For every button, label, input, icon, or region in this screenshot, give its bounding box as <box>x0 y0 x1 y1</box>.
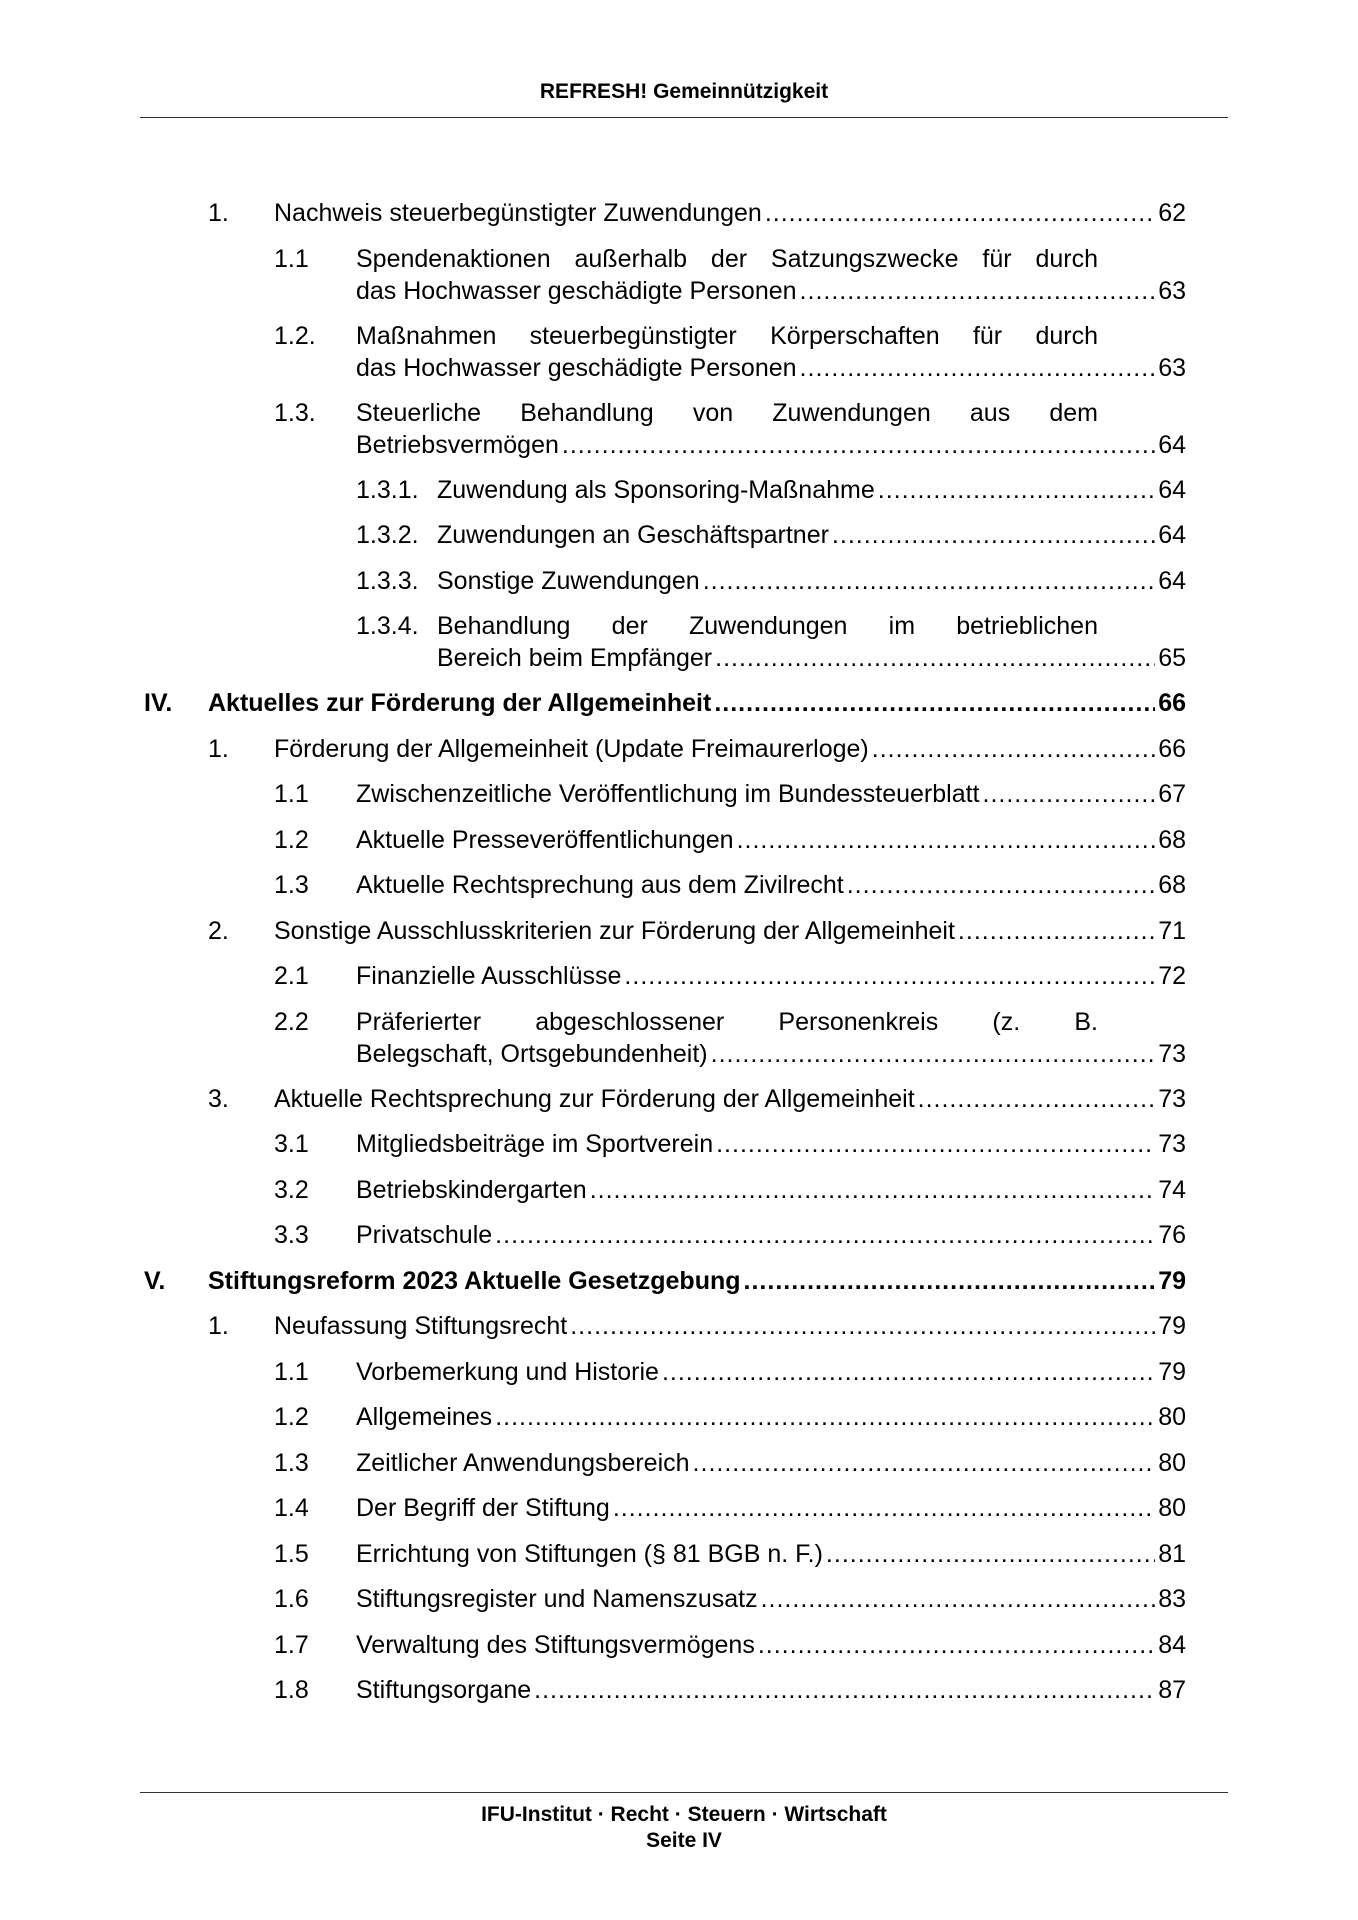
toc-entry-title: das Hochwasser geschädigte Personen <box>356 276 797 305</box>
toc-entry-number: 1.3.4. <box>356 612 419 640</box>
toc-entry-title: Aktuelle Rechtsprechung zur Förderung der Allgemeinheit <box>274 1084 915 1113</box>
toc-entry-page: 65 <box>1158 644 1186 672</box>
toc-entry-number: 1.3 <box>274 871 309 899</box>
toc-entry-title: das Hochwasser geschädigte Personen <box>356 353 797 382</box>
toc-entry-number: 3. <box>208 1084 229 1113</box>
toc-entry-title: Sonstige Ausschlusskriterien zur Förderung der Allgemeinheit <box>274 916 955 945</box>
toc-entry-title: Privatschule <box>356 1221 493 1249</box>
toc-entry-title: Betriebskindergarten <box>356 1175 587 1204</box>
toc-entry-page: 79 <box>1158 1312 1186 1340</box>
dot-leader <box>761 1583 1156 1615</box>
toc-entry-page: 64 <box>1158 566 1186 595</box>
toc-entry-title: Errichtung von Stiftungen (§ 81 BGB n. F.) <box>356 1539 823 1568</box>
toc-entry-page: 73 <box>1158 1084 1186 1113</box>
toc-entry-number: 1.1 <box>274 244 309 273</box>
toc-entry-number: 1.3. <box>274 398 316 427</box>
toc-entry-title: Aktuelle Rechtsprechung aus dem Zivilrecht <box>356 871 844 899</box>
toc-entry-title: Der Begriff der Stiftung <box>356 1494 610 1522</box>
toc-entry-page: 80 <box>1158 1448 1186 1477</box>
toc-entry-page: 81 <box>1158 1539 1186 1568</box>
toc-entry-number: 2. <box>208 916 229 945</box>
toc-entry-number: 3.1 <box>274 1130 309 1158</box>
toc-entry-number: 1.1 <box>274 1357 309 1386</box>
toc-entry-page: 66 <box>1158 734 1186 763</box>
dot-leader <box>693 1447 1156 1479</box>
toc-entry-number: 1.3.2. <box>356 521 419 549</box>
toc-entry-number: 2.2 <box>274 1007 309 1036</box>
toc-entry-number: 1.6 <box>274 1585 309 1613</box>
dot-leader <box>495 1401 1155 1433</box>
dot-leader <box>534 1674 1155 1706</box>
toc-entry-page: 68 <box>1158 825 1186 854</box>
toc-entry-title: Nachweis steuerbegünstigter Zuwendungen <box>274 199 762 227</box>
toc-entry-page: 71 <box>1158 916 1186 945</box>
dot-leader <box>562 429 1155 461</box>
toc-entry-page: 83 <box>1158 1585 1186 1613</box>
toc-entry-page: 62 <box>1158 199 1186 227</box>
dot-leader <box>662 1356 1155 1388</box>
toc-entry-page: 66 <box>1158 689 1186 717</box>
toc-entry-title: Sonstige Zuwendungen <box>437 566 700 595</box>
toc-entry-page: 73 <box>1158 1039 1186 1068</box>
toc-entry-title: Vorbemerkung und Historie <box>356 1357 659 1386</box>
running-footer <box>140 1802 1228 1854</box>
dot-leader <box>800 352 1156 384</box>
toc-entry-page: 79 <box>1158 1266 1186 1295</box>
dot-leader <box>716 1128 1155 1160</box>
toc-entry-page: 63 <box>1158 353 1186 382</box>
dot-leader <box>714 687 1155 719</box>
dot-leader <box>570 1310 1155 1342</box>
dot-leader <box>758 1629 1155 1661</box>
toc-entry-page: 74 <box>1158 1175 1186 1204</box>
footer-rule <box>140 1792 1228 1793</box>
toc-entry-title: Zwischenzeitliche Veröffentlichung im Bundessteuerblatt <box>356 780 980 808</box>
dot-leader <box>590 1174 1155 1206</box>
toc-entry-number: 1.8 <box>274 1676 309 1704</box>
toc-entry-title: Verwaltung des Stiftungsvermögens <box>356 1630 755 1659</box>
dot-leader <box>495 1219 1155 1251</box>
dot-leader <box>878 474 1155 506</box>
toc-entry-title: Aktuelles zur Förderung der Allgemeinheit <box>208 689 712 717</box>
toc-entry-page: 72 <box>1158 962 1186 990</box>
toc-entry-number: 1.5 <box>274 1539 309 1568</box>
dot-leader <box>826 1538 1155 1570</box>
header-rule <box>140 117 1228 118</box>
toc-entry-title: Bereich beim Empfänger <box>437 644 713 672</box>
toc-entry-number: 3.2 <box>274 1175 309 1204</box>
dot-leader <box>703 565 1155 597</box>
toc-entry-page: 87 <box>1158 1676 1186 1704</box>
footer-publisher: IFU-Institut · Recht · Steuern · Wirtschaft <box>481 1803 887 1826</box>
dot-leader <box>832 519 1155 551</box>
toc-entry-title-line: Maßnahmen steuerbegünstigter Körperschaften für durch <box>356 321 1098 350</box>
toc-entry-number: 1.7 <box>274 1630 309 1659</box>
toc-entry-page: 79 <box>1158 1357 1186 1386</box>
toc-entry-number: 2.1 <box>274 962 309 990</box>
toc-entry-title: Zuwendungen an Geschäftspartner <box>437 521 829 549</box>
dot-leader <box>613 1492 1155 1524</box>
toc-entry-number: IV. <box>144 689 173 717</box>
toc-entry-page: 64 <box>1158 430 1186 459</box>
toc-entry-number: V. <box>144 1266 166 1295</box>
toc-entry-page: 80 <box>1158 1403 1186 1431</box>
toc-entry-page: 64 <box>1158 475 1186 504</box>
toc-entry-number: 3.3 <box>274 1221 309 1249</box>
toc-entry-number: 1.3 <box>274 1448 309 1477</box>
toc-entry-page: 68 <box>1158 871 1186 899</box>
dot-leader <box>765 197 1155 229</box>
dot-leader <box>711 1038 1156 1070</box>
toc-entry-title-line: Spendenaktionen außerhalb der Satzungszwecke für durch <box>356 244 1098 273</box>
toc-entry-title: Finanzielle Ausschlüsse <box>356 962 622 990</box>
dot-leader <box>872 733 1155 765</box>
running-header: REFRESH! Gemeinnützigkeit <box>539 80 829 103</box>
toc-entry-title-line: Steuerliche Behandlung von Zuwendungen aus dem <box>356 398 1098 427</box>
toc-entry-page: 73 <box>1158 1130 1186 1158</box>
dot-leader <box>624 960 1155 992</box>
toc-entry-number: 1.4 <box>274 1494 309 1522</box>
dot-leader <box>847 869 1155 901</box>
toc-entry-page: 76 <box>1158 1221 1186 1249</box>
toc-entry-page: 64 <box>1158 521 1186 549</box>
toc-entry-title: Betriebsvermögen <box>356 430 559 459</box>
toc-entry-title: Zuwendung als Sponsoring-Maßnahme <box>437 475 875 504</box>
dot-leader <box>744 1265 1156 1297</box>
toc-entry-title: Förderung der Allgemeinheit (Update Freimaurerloge) <box>274 734 869 763</box>
toc-entry-title: Stiftungsregister und Namenszusatz <box>356 1585 758 1613</box>
toc-entry-title-line: Behandlung der Zuwendungen im betrieblichen <box>437 612 1098 640</box>
toc-entry-title: Mitgliedsbeiträge im Sportverein <box>356 1130 714 1158</box>
dot-leader <box>715 642 1155 674</box>
toc-entry-number: 1.2. <box>274 321 316 350</box>
footer-page-number: Seite IV <box>646 1829 722 1852</box>
toc-entry-title: Aktuelle Presseveröffentlichungen <box>356 825 734 854</box>
toc-entry-title: Allgemeines <box>356 1403 493 1431</box>
toc-entry-page: 67 <box>1158 780 1186 808</box>
dot-leader <box>800 275 1156 307</box>
toc-entry-title-line: Präferierter abgeschlossener Personenkreis (z. B. <box>356 1007 1098 1036</box>
toc-entry-title: Zeitlicher Anwendungsbereich <box>356 1448 690 1477</box>
toc-entry-number: 1. <box>208 734 229 763</box>
toc-entry-title: Neufassung Stiftungsrecht <box>274 1312 568 1340</box>
dot-leader <box>958 915 1155 947</box>
toc-entry-number: 1.3.1. <box>356 475 419 504</box>
toc-entry-page: 63 <box>1158 276 1186 305</box>
toc-entry-number: 1. <box>208 199 229 227</box>
toc-entry-title: Stiftungsorgane <box>356 1676 532 1704</box>
toc-entry-page: 84 <box>1158 1630 1186 1659</box>
toc-entry-number: 1.1 <box>274 780 309 808</box>
toc-entry-page: 80 <box>1158 1494 1186 1522</box>
toc-entry-number: 1.3.3. <box>356 566 419 595</box>
toc-entry-number: 1.2 <box>274 825 309 854</box>
dot-leader <box>737 824 1156 856</box>
toc-entry-title: Stiftungsreform 2023 Aktuelle Gesetzgebung <box>208 1266 741 1295</box>
toc-entry-number: 1. <box>208 1312 229 1340</box>
toc-entry-number: 1.2 <box>274 1403 309 1431</box>
dot-leader <box>918 1083 1156 1115</box>
dot-leader <box>983 778 1156 810</box>
toc-entry-title: Belegschaft, Ortsgebundenheit) <box>356 1039 708 1068</box>
